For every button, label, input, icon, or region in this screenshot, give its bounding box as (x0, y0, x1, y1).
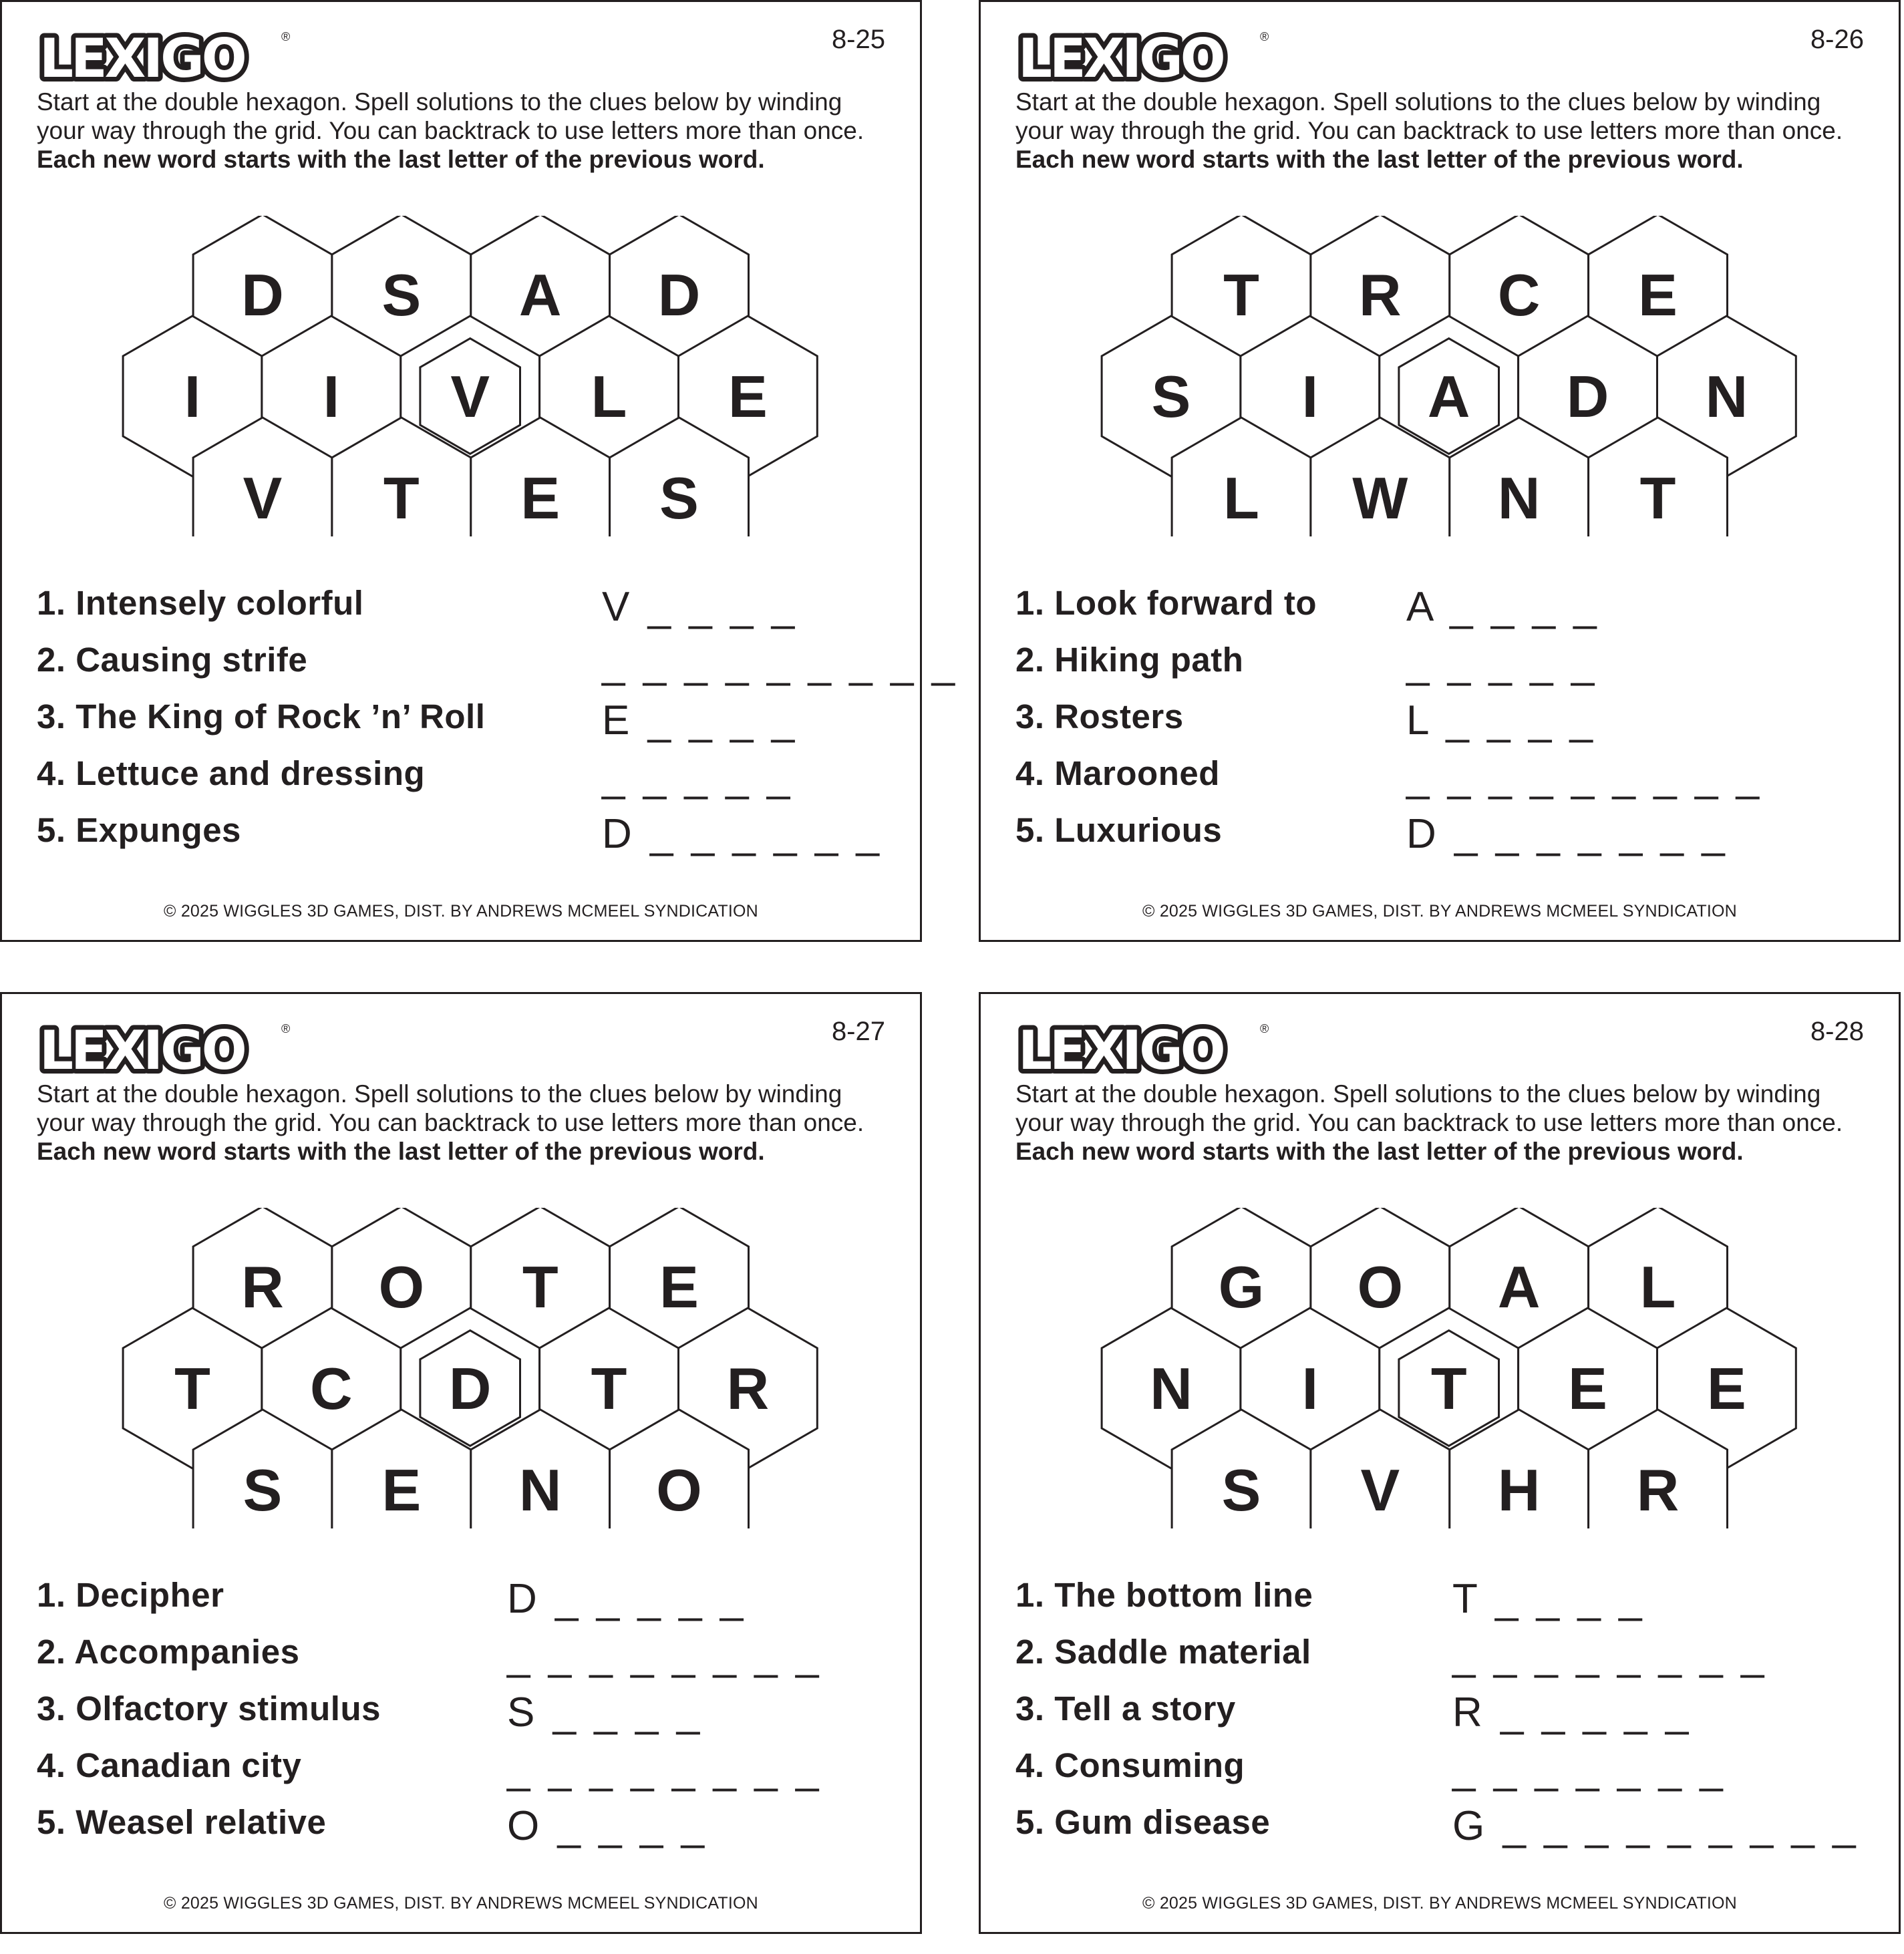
clue-row (1015, 1632, 1884, 1689)
answer-blanks[interactable]: D _ _ _ _ _ _ _ (1406, 811, 1728, 857)
clue-row (1015, 697, 1884, 754)
hex-letter: S (659, 465, 699, 531)
answer-blanks[interactable]: _ _ _ _ _ _ _ _ (507, 1746, 822, 1792)
lexigo-logo (1015, 1017, 1269, 1084)
hex-letter: E (381, 1457, 422, 1523)
hex-grid (981, 1208, 1903, 1528)
clue-list (1015, 1575, 1884, 1859)
clue-row (37, 754, 905, 810)
hex-letter: A (1497, 1254, 1541, 1320)
puzzle-date: 8-26 (1810, 25, 1864, 54)
answer-blanks[interactable]: A _ _ _ _ (1406, 584, 1600, 630)
hex-letter: N (1497, 465, 1541, 531)
hex-letter: R (726, 1355, 770, 1422)
instructions (37, 1080, 892, 1166)
clue-row (1015, 1746, 1884, 1802)
hex-letter: E (1638, 262, 1678, 328)
hex-letter: V (450, 363, 490, 430)
hex-letter: C (1497, 262, 1541, 328)
instructions-bold: Each new word starts with the last letter of the previous word. (1015, 146, 1744, 173)
instructions-plain: Start at the double hexagon. Spell solutions to the clues below by winding your way through the grid. You can backtrack to use letters more than once. (1015, 88, 1843, 144)
hex-letter: N (518, 1457, 562, 1523)
clue-row (1015, 1689, 1884, 1746)
puzzle-panel-8-27 (0, 992, 922, 1934)
hex-letter: W (1352, 465, 1408, 531)
hex-letter: G (1218, 1254, 1265, 1320)
clue-row (37, 1632, 905, 1689)
clue-row (1015, 754, 1884, 810)
hex-letter: A (1427, 363, 1470, 430)
registered-mark: ® (281, 30, 291, 43)
clue-row (37, 640, 959, 697)
answer-blanks[interactable]: L _ _ _ _ (1406, 697, 1597, 744)
clue-row (1015, 1575, 1884, 1632)
hex-letter: R (1359, 262, 1402, 328)
logo-wordmark: LEXIGO (1018, 1019, 1223, 1082)
answer-blanks[interactable]: _ _ _ _ _ _ _ _ (507, 1633, 822, 1679)
copyright: © 2025 WIGGLES 3D GAMES, DIST. BY ANDREWS MCMEEL SYNDICATION (164, 1894, 758, 1913)
hex-letter: E (520, 465, 561, 531)
clue-text: 1. Intensely colorful (37, 584, 364, 622)
hex-letter: H (1497, 1457, 1541, 1523)
instructions (1015, 1080, 1871, 1166)
hex-grid (981, 216, 1903, 536)
hex-letter: T (522, 1254, 559, 1320)
hex-letter: I (323, 363, 340, 430)
answer-blanks[interactable]: _ _ _ _ _ _ _ _ _ (602, 641, 959, 687)
answer-blanks[interactable]: _ _ _ _ _ _ _ _ _ (1406, 754, 1763, 800)
hex-letter: I (1301, 1355, 1319, 1422)
hex-letter: S (1221, 1457, 1261, 1523)
hex-letter: T (1430, 1355, 1467, 1422)
clue-row (37, 697, 905, 754)
clue-text: 5. Expunges (37, 811, 241, 849)
clue-text: 4. Marooned (1015, 754, 1220, 792)
answer-blanks[interactable]: G _ _ _ _ _ _ _ _ _ (1452, 1803, 1859, 1849)
instructions (37, 88, 892, 174)
lexigo-logo (1015, 25, 1269, 92)
clue-row (37, 1689, 905, 1746)
hex-letter: T (591, 1355, 627, 1422)
instructions-plain: Start at the double hexagon. Spell solutions to the clues below by winding your way through the grid. You can backtrack to use letters more than once. (37, 88, 864, 144)
clue-row (37, 583, 905, 640)
hex-letter: D (448, 1355, 492, 1422)
hex-letter: R (241, 1254, 284, 1320)
hex-letter: V (243, 465, 283, 531)
clue-text: 2. Hiking path (1015, 641, 1244, 679)
puzzle-panel-8-25 (0, 0, 959, 942)
clue-text: 2. Accompanies (37, 1633, 300, 1671)
clue-text: 4. Consuming (1015, 1746, 1245, 1784)
clue-list (37, 583, 959, 867)
hex-letter: E (1568, 1355, 1607, 1422)
clue-text: 1. Decipher (37, 1576, 224, 1614)
answer-blanks[interactable]: D _ _ _ _ _ (507, 1576, 747, 1622)
clue-text: 4. Lettuce and dressing (37, 754, 426, 792)
clue-row (1015, 583, 1884, 640)
hex-letter: T (1639, 465, 1676, 531)
lexigo-logo (37, 1017, 291, 1084)
hex-letter: O (656, 1457, 702, 1523)
hex-grid (2, 1208, 924, 1528)
hex-letter: T (174, 1355, 210, 1422)
clue-row (1015, 640, 1884, 697)
instructions-plain: Start at the double hexagon. Spell solutions to the clues below by winding your way through the grid. You can backtrack to use letters more than once. (1015, 1080, 1843, 1136)
instructions-bold: Each new word starts with the last letter of the previous word. (1015, 1138, 1744, 1165)
hex-letter: S (1151, 363, 1191, 430)
hex-letter: I (184, 363, 201, 430)
hex-letter: R (1636, 1457, 1680, 1523)
puzzle-date: 8-28 (1810, 1017, 1864, 1046)
clue-row (1015, 810, 1884, 867)
logo-wordmark: LEXIGO (39, 27, 245, 90)
clue-row (1015, 1802, 1884, 1859)
hex-letter: A (518, 262, 562, 328)
clue-text: 5. Gum disease (1015, 1803, 1271, 1841)
hex-letter: S (243, 1457, 283, 1523)
clue-text: 4. Canadian city (37, 1746, 302, 1784)
registered-mark: ® (281, 1022, 291, 1035)
answer-blanks[interactable]: R _ _ _ _ _ (1452, 1689, 1692, 1736)
hex-letter: N (1150, 1355, 1193, 1422)
hex-letter: T (1223, 262, 1259, 328)
hex-letter: D (657, 262, 701, 328)
clue-text: 1. The bottom line (1015, 1576, 1313, 1614)
hex-grid (2, 216, 924, 536)
clue-row (37, 1802, 905, 1859)
hex-letter: T (383, 465, 420, 531)
clue-text: 1. Look forward to (1015, 584, 1317, 622)
puzzle-date: 8-25 (831, 25, 885, 54)
instructions-bold: Each new word starts with the last letter of the previous word. (37, 146, 765, 173)
answer-blanks[interactable]: D _ _ _ _ _ _ (602, 811, 883, 857)
puzzle-panel-8-28 (979, 992, 1901, 1934)
hex-letter: I (1301, 363, 1319, 430)
hex-letter: L (1223, 465, 1259, 531)
clue-text: 5. Weasel relative (37, 1803, 327, 1841)
answer-blanks[interactable]: V _ _ _ _ (602, 584, 798, 630)
hex-letter: E (1707, 1355, 1746, 1422)
puzzle-date: 8-27 (831, 1017, 885, 1046)
hex-letter: O (378, 1254, 425, 1320)
answer-blanks[interactable]: _ _ _ _ _ (602, 754, 794, 800)
clue-row (37, 1746, 905, 1802)
copyright: © 2025 WIGGLES 3D GAMES, DIST. BY ANDREWS MCMEEL SYNDICATION (1142, 1894, 1737, 1913)
answer-blanks[interactable]: _ _ _ _ _ _ _ _ (1452, 1633, 1768, 1679)
logo-wordmark: LEXIGO (1018, 27, 1223, 90)
instructions-bold: Each new word starts with the last letter of the previous word. (37, 1138, 765, 1165)
clue-text: 2. Causing strife (37, 641, 308, 679)
answer-blanks[interactable]: S _ _ _ _ (507, 1689, 703, 1736)
answer-blanks[interactable]: T _ _ _ _ (1452, 1576, 1645, 1622)
instructions (1015, 88, 1871, 174)
clue-text: 3. Olfactory stimulus (37, 1689, 381, 1728)
answer-blanks[interactable]: O _ _ _ _ (507, 1803, 708, 1849)
lexigo-logo (37, 25, 291, 92)
clue-text: 3. Rosters (1015, 697, 1184, 736)
answer-blanks[interactable]: _ _ _ _ _ (1406, 641, 1598, 687)
clue-list (1015, 583, 1884, 867)
clue-list (37, 1575, 905, 1859)
registered-mark: ® (1260, 1022, 1269, 1035)
hex-letter: S (381, 262, 422, 328)
copyright: © 2025 WIGGLES 3D GAMES, DIST. BY ANDREWS MCMEEL SYNDICATION (164, 902, 758, 921)
answer-blanks[interactable]: _ _ _ _ _ _ _ (1452, 1746, 1726, 1792)
clue-text: 2. Saddle material (1015, 1633, 1311, 1671)
clue-row (37, 810, 905, 867)
clue-text: 5. Luxurious (1015, 811, 1223, 849)
hex-letter: L (1639, 1254, 1676, 1320)
logo-wordmark: LEXIGO (39, 1019, 245, 1082)
registered-mark: ® (1260, 30, 1269, 43)
hex-letter: C (310, 1355, 353, 1422)
hex-letter: E (659, 1254, 699, 1320)
answer-blanks[interactable]: E _ _ _ _ (602, 697, 798, 744)
clue-row (37, 1575, 905, 1632)
instructions-plain: Start at the double hexagon. Spell solutions to the clues below by winding your way through the grid. You can backtrack to use letters more than once. (37, 1080, 864, 1136)
hex-letter: V (1360, 1457, 1400, 1523)
clue-text: 3. Tell a story (1015, 1689, 1236, 1728)
hex-letter: L (591, 363, 627, 430)
hex-letter: O (1357, 1254, 1404, 1320)
hex-letter: D (1566, 363, 1609, 430)
puzzle-panel-8-26 (979, 0, 1901, 942)
hex-letter: E (728, 363, 768, 430)
hex-letter: D (241, 262, 284, 328)
hex-letter: N (1705, 363, 1748, 430)
clue-text: 3. The King of Rock ’n’ Roll (37, 697, 486, 736)
copyright: © 2025 WIGGLES 3D GAMES, DIST. BY ANDREWS MCMEEL SYNDICATION (1142, 902, 1737, 921)
